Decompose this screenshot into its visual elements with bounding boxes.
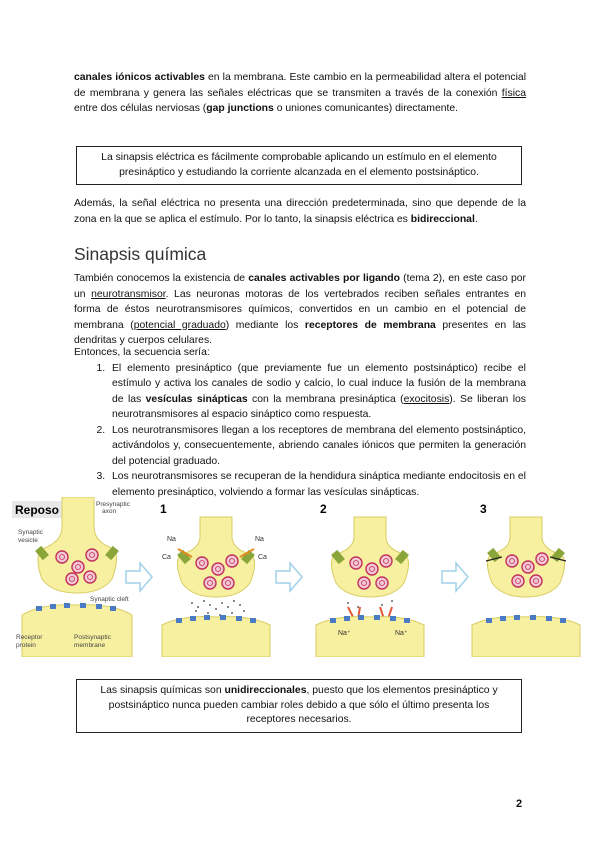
sequence-section: [74, 345, 526, 500]
panel-1: [160, 502, 270, 657]
paragraph-gap-junctions: canales iónicos activables en la membrana. Este cambio en la permeabilidad altera el potencial de membrana y genera las señales eléctricas que se transmiten a través de la conexión física entre dos células nerviosas (gap junctions o uniones comunicantes) directamente.: [74, 72, 526, 114]
ion-label-ca: Ca: [258, 554, 267, 561]
label-vesicle: vesicle: [18, 537, 38, 544]
panel-label-2: 2: [320, 502, 327, 516]
list-item: 2. Los neurotransmisores llegan a los receptores de membrana del elemento postsináptico, activándolos y, consecuentemente, abriendo canales iónicos que permiten la generación del potencial graduado.: [108, 423, 526, 470]
page-number: 2: [516, 798, 523, 810]
sequence-intro: Entonces, la secuencia sería:: [74, 347, 210, 358]
panel-3: [472, 502, 580, 657]
callout-electrical-synapse: La sinapsis eléctrica es fácilmente comprobable aplicando un estímulo en el elemento presináptico y estudiando la corriente alcanzada en el elemento postsináptico.: [76, 146, 522, 185]
paragraph-ligand-channels: También conocemos la existencia de canales activables por ligando (tema 2), en este caso por un neurotransmisor. Las neuronas motoras de los vertebrados reciben señales entrantes en forma de éstos neurotransmisores químicos, convertidos en un cambio en el potencial de membrana (potencial graduado) mediante los receptores de membrana presentes en las dendritas y cuerpos celulares.: [74, 273, 526, 346]
panel-reposo: [12, 497, 132, 657]
ion-label-ca: Ca: [162, 554, 171, 561]
sequence-list: [74, 361, 526, 501]
list-item: 3. Los neurotransmisores se recuperan de la hendidura sináptica mediante endocitosis en el elemento presináptico, volviendo a formar las vesículas sinápticas.: [108, 469, 526, 500]
label-postsynaptic: Postsynaptic: [74, 634, 111, 641]
paragraph-bidirectional: Además, la señal eléctrica no presenta una dirección predeterminada, sino que depende de la zona en la que se aplica el estímulo. Por lo tanto, la sinapsis eléctrica es bidireccional.: [74, 198, 526, 225]
label-synaptic-cleft: Synaptic cleft: [90, 596, 129, 603]
panel-2: [316, 502, 424, 657]
arrow-icon: [126, 563, 152, 591]
label-membrane: membrane: [74, 642, 106, 649]
panel-label-1: 1: [160, 502, 167, 516]
panel-label-3: 3: [480, 502, 487, 516]
label-axon: axon: [102, 508, 117, 515]
section-heading-chemical-synapse: Sinapsis química: [74, 244, 207, 264]
label-receptor: Receptor: [16, 634, 43, 641]
arrow-icon: [276, 563, 302, 591]
panel-label-reposo: Reposo: [15, 503, 60, 517]
neurotransmitter-dots: [191, 600, 245, 618]
callout-chemical-synapse: Las sinapsis químicas son unidireccionales, puesto que los elementos presináptico y postsináptico nunca pueden cambiar roles debido a que sólo el último presenta los receptores necesarios.: [76, 679, 522, 733]
ion-label-na: Na: [167, 536, 176, 543]
synapse-figure: [2, 497, 582, 657]
label-synaptic: Synaptic: [18, 529, 43, 536]
ion-label-na-plus: Na⁺: [395, 630, 408, 637]
postsynaptic-membrane: [22, 605, 132, 657]
list-item: 1. El elemento presináptico (que previamente fue un elemento postsináptico) recibe el estímulo y activa los canales de sodio y calcio, lo cual induce la fusión de la membrana de las vesículas sinápticas con la membrana presináptica (exocitosis). Se liberan los neurotransmisores al espacio sináptico como respuesta.: [108, 361, 526, 423]
ion-label-na-plus: Na⁺: [338, 630, 351, 637]
label-presynaptic: Presynaptic: [96, 501, 130, 508]
label-protein: protein: [16, 642, 36, 649]
ion-label-na: Na: [255, 536, 264, 543]
arrow-icon: [442, 563, 468, 591]
